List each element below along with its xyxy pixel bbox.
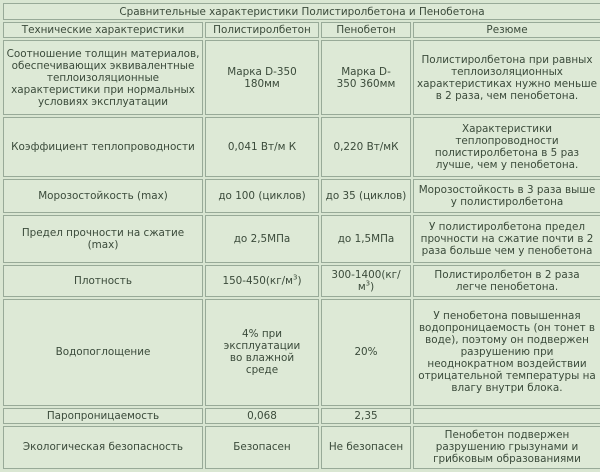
table-title: Сравнительные характеристики Полистиролбетона и Пенобетона xyxy=(3,3,600,20)
row-name: Предел прочности на сжатие (max) xyxy=(3,215,203,262)
foam-value: 20% xyxy=(321,299,411,406)
foam-value: 2,35 xyxy=(321,408,411,424)
polystyrene-value: до 2,5МПа xyxy=(205,215,319,262)
table-row xyxy=(3,117,600,177)
row-name: Плотность xyxy=(3,265,203,297)
foam-density: 300-1400(кг/м xyxy=(331,268,401,293)
unit-close: ) xyxy=(297,274,302,287)
polystyrene-value: 0,068 xyxy=(205,408,319,424)
row-name: Экологическая безопасность xyxy=(3,426,203,469)
polystyrene-value: Безопасен xyxy=(205,426,319,469)
header-row xyxy=(3,22,600,38)
summary-value: Полистиролбетона при равных теплоизоляционных характеристиках нужно меньше в 2 раза, чем пенобетона. xyxy=(413,40,600,115)
summary-value: Характеристики теплопроводности полистиролбетона в 5 раз лучше, чем у пенобетона. xyxy=(413,117,600,177)
row-name: Соотношение толщин материалов, обеспечивающих эквивалентные теплоизоляционные характеристики при нормальных условиях эксплуатации xyxy=(3,40,203,115)
table-row xyxy=(3,265,600,297)
polystyrene-value: Марка D-350 180мм xyxy=(205,40,319,115)
polystyrene-value: 4% при эксплуатации во влажной среде xyxy=(205,299,319,406)
foam-value: 0,220 Вт/мК xyxy=(321,117,411,177)
header-polystyrene-concrete: Полистиролбетон xyxy=(205,22,319,38)
summary-value: У полистиролбетона предел прочности на сжатие почти в 2 раза больше чем у пенобетона xyxy=(413,215,600,262)
summary-value: Пенобетон подвержен разрушению грызунами и грибковым образованиями xyxy=(413,426,600,469)
foam-value: Не безопасен xyxy=(321,426,411,469)
summary-value: Морозостойкость в 3 раза выше у полистиролбетона xyxy=(413,179,600,213)
comparison-table xyxy=(1,1,600,471)
polystyrene-density: 150-450(кг/м xyxy=(222,274,293,287)
row-name: Коэффициент теплопроводности xyxy=(3,117,203,177)
table-row xyxy=(3,299,600,406)
table-row xyxy=(3,408,600,424)
header-foam-concrete: Пенобетон xyxy=(321,22,411,38)
title-row xyxy=(3,3,600,20)
table-row xyxy=(3,40,600,115)
row-name: Водопоглощение xyxy=(3,299,203,406)
table-row xyxy=(3,179,600,213)
row-name: Морозостойкость (max) xyxy=(3,179,203,213)
summary-value: У пенобетона повышенная водопроницаемость (он тонет в воде), поэтому он подвержен разрушению при неоднократном воздействии отрицательной температуры на влагу внутри блока. xyxy=(413,299,600,406)
polystyrene-value xyxy=(205,265,319,297)
foam-value: Марка D-350 360мм xyxy=(321,40,411,115)
foam-value: до 1,5МПа xyxy=(321,215,411,262)
row-name: Паропроницаемость xyxy=(3,408,203,424)
header-summary: Резюме xyxy=(413,22,600,38)
foam-value xyxy=(321,265,411,297)
unit-exponent: 3 xyxy=(365,279,371,288)
table-row xyxy=(3,426,600,469)
polystyrene-value: 0,041 Вт/м К xyxy=(205,117,319,177)
summary-value xyxy=(413,408,600,424)
header-characteristics: Технические характеристики xyxy=(3,22,203,38)
unit-close: ) xyxy=(370,280,375,293)
summary-value: Полистиролбетон в 2 раза легче пенобетона. xyxy=(413,265,600,297)
foam-value: до 35 (циклов) xyxy=(321,179,411,213)
unit-exponent: 3 xyxy=(293,273,298,282)
table-row xyxy=(3,215,600,262)
polystyrene-value: до 100 (циклов) xyxy=(205,179,319,213)
